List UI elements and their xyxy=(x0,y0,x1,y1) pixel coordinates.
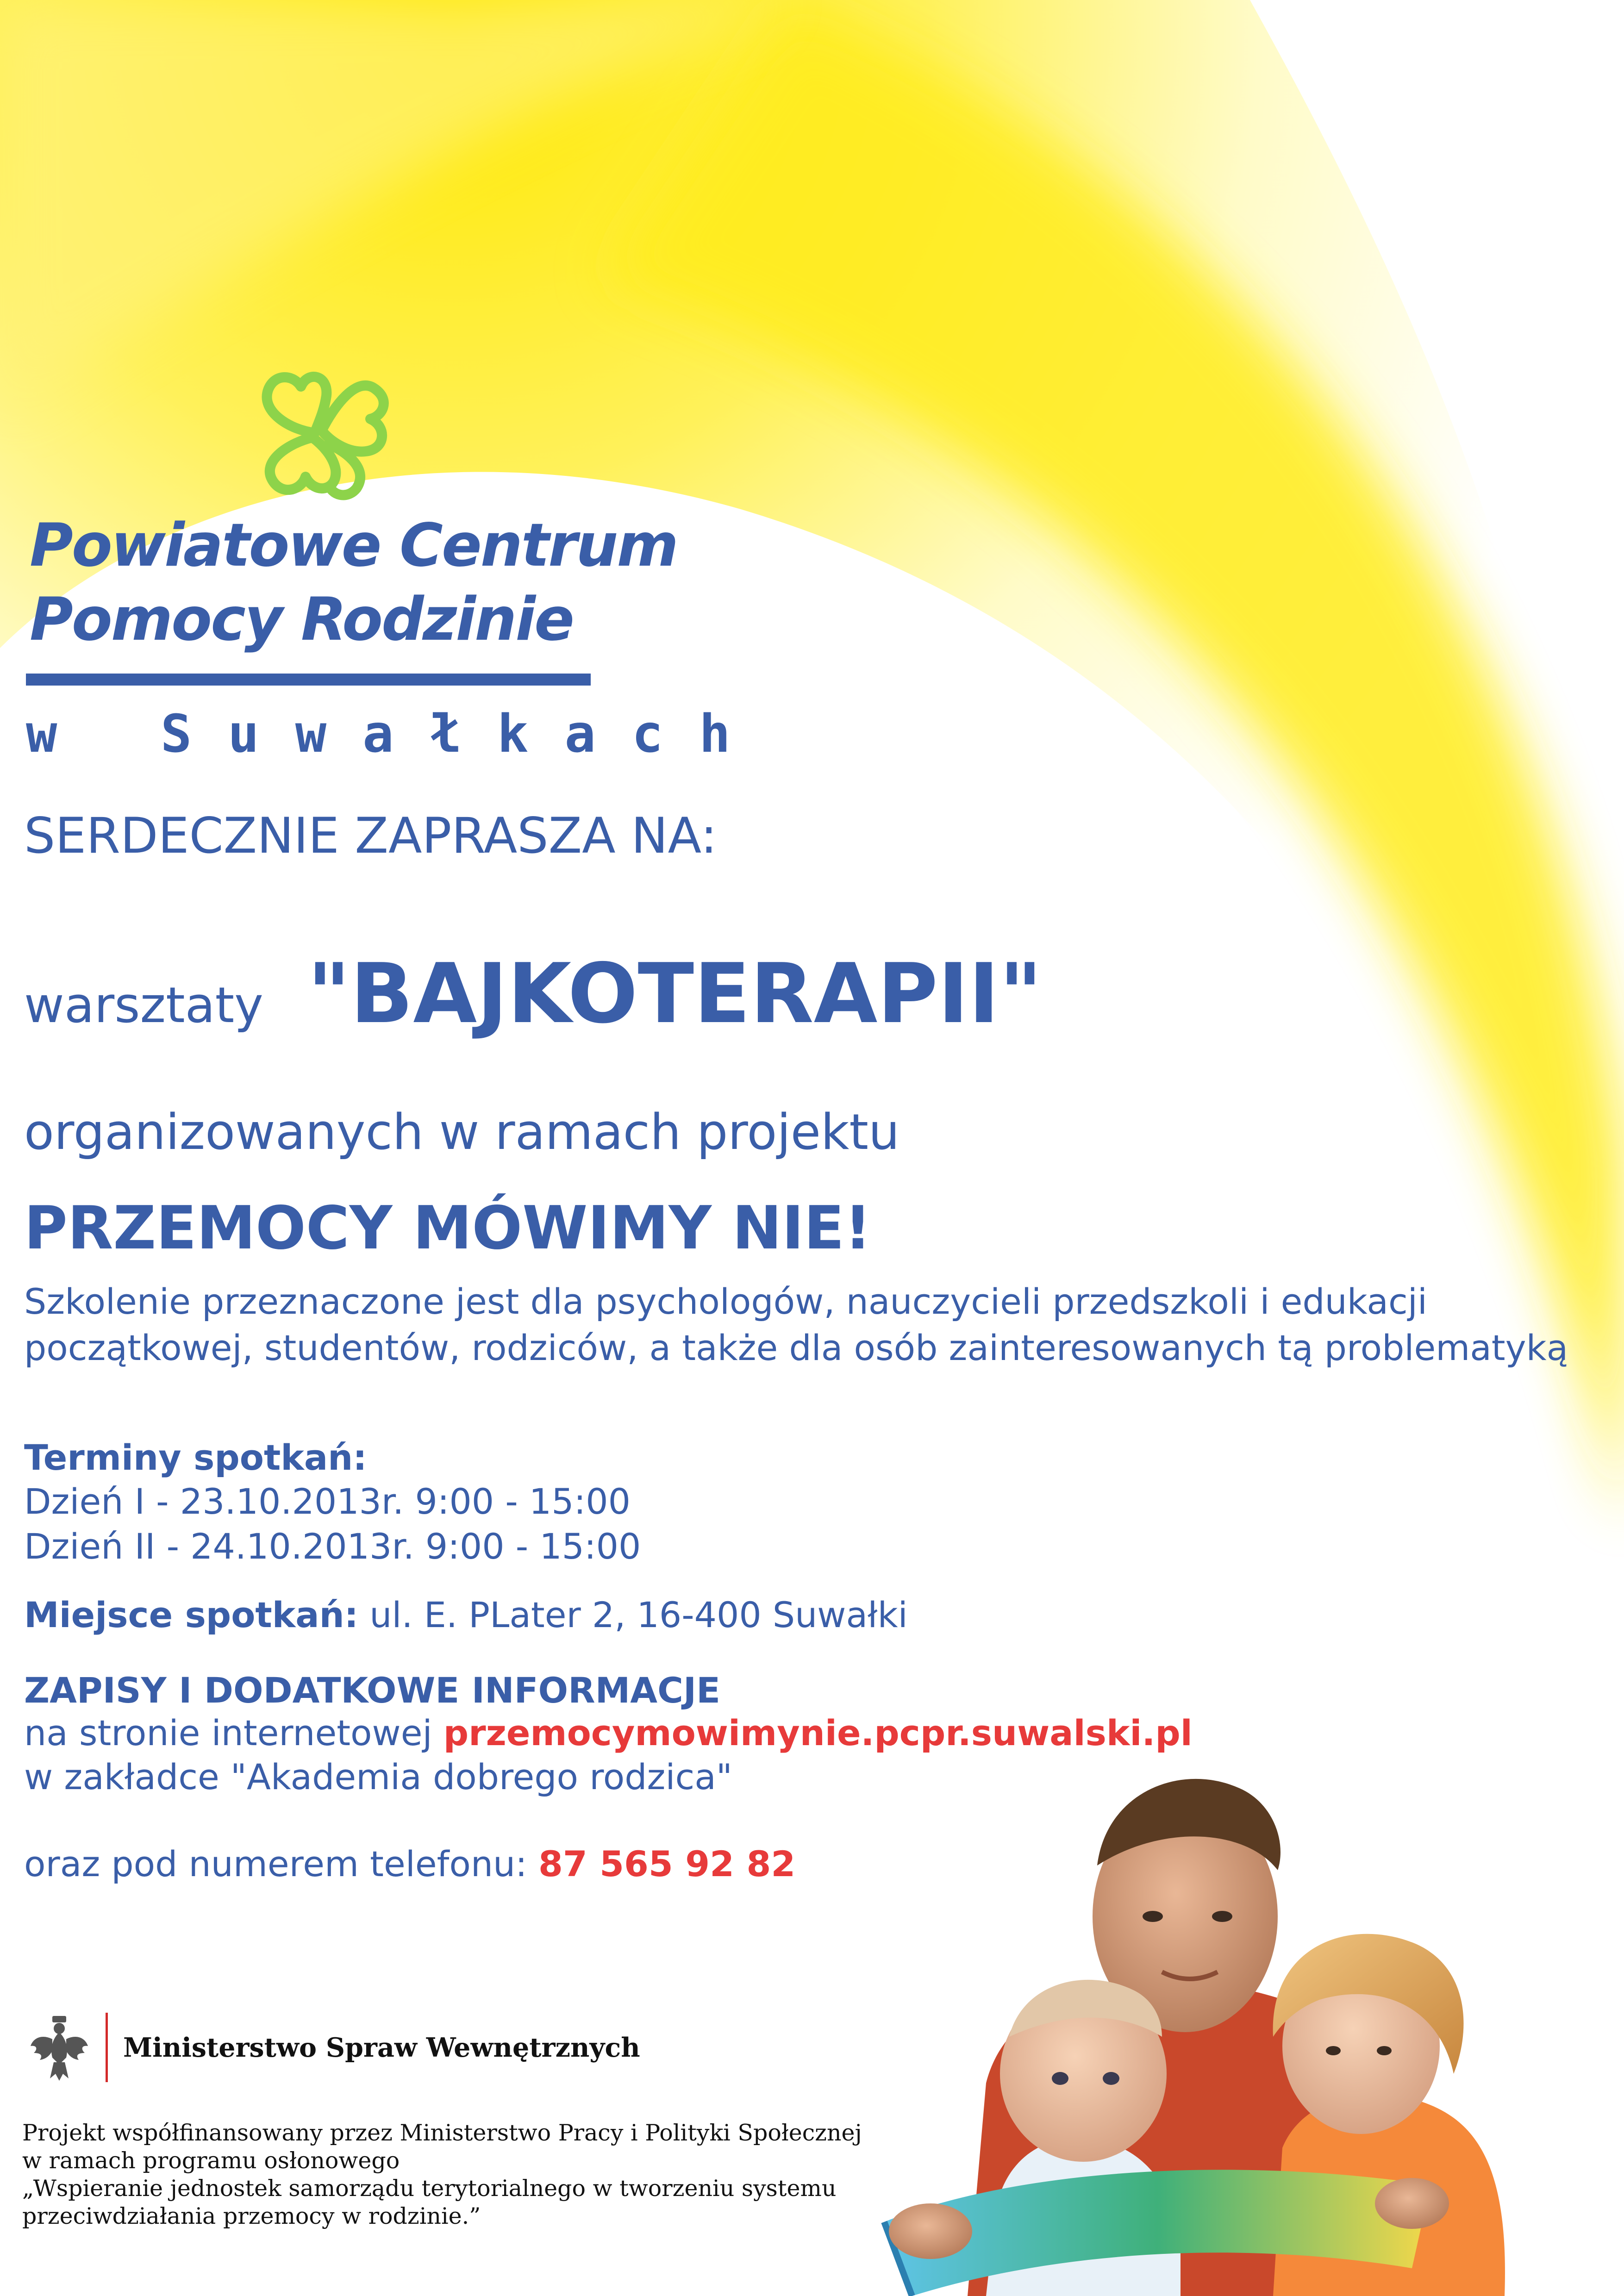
schedule-label: Terminy spotkań: xyxy=(24,1437,367,1478)
registration-web-prefix: na stronie internetowej xyxy=(24,1712,443,1753)
logo-line-1: Powiatowe Centrum xyxy=(30,511,677,580)
polish-eagle-icon xyxy=(27,2014,92,2083)
registration-web-line xyxy=(24,1713,1193,1753)
phone-prefix: oraz pod numerem telefonu: xyxy=(24,1843,538,1884)
logo-line-2: Pomocy Rodzinie xyxy=(30,585,573,654)
ministry-name: Ministerstwo Spraw Wewnętrznych xyxy=(123,2032,640,2063)
footer-line-1: Projekt współfinansowany przez Ministerstwo Pracy i Polityki Społecznej xyxy=(22,2120,862,2146)
workshop-name: "BAJKOTERAPII" xyxy=(307,946,1043,1042)
registration-tab-line: w zakładce "Akademia dobrego rodzica" xyxy=(24,1756,732,1797)
workshop-prefix: warsztaty xyxy=(24,977,263,1034)
invite-heading: SERDECZNIE ZAPRASZA NA: xyxy=(24,807,718,864)
location-address: ul. E. PLater 2, 16-400 Suwałki xyxy=(358,1594,908,1635)
footer-line-3: „Wspieranie jednostek samorządu terytorialnego w tworzeniu systemu xyxy=(22,2175,837,2202)
logo-line-3: w Suwałkach xyxy=(26,704,767,764)
logo-divider xyxy=(26,674,591,686)
clover-icon xyxy=(231,361,407,509)
location-line xyxy=(24,1595,908,1635)
audience-line-2: początkowej, studentów, rodziców, a także dla osób zainteresowanych tą problematyką xyxy=(24,1327,1568,1368)
project-intro: organizowanych w ramach projektu xyxy=(24,1104,900,1160)
website-link[interactable]: przemocymowimynie.pcpr.suwalski.pl xyxy=(443,1712,1193,1753)
schedule-day-1: Dzień I - 23.10.2013r. 9:00 - 15:00 xyxy=(24,1481,631,1522)
project-name: PRZEMOCY MÓWIMY NIE! xyxy=(24,1194,872,1263)
footer-line-2: w ramach programu osłonowego xyxy=(22,2147,400,2174)
footer-line-4: przeciwdziałania przemocy w rodzinie.” xyxy=(22,2203,481,2229)
phone-line xyxy=(24,1844,795,1884)
phone-number[interactable]: 87 565 92 82 xyxy=(538,1843,796,1884)
family-reading-photo xyxy=(829,1750,1624,2296)
ministry-divider xyxy=(106,2013,108,2082)
workshop-line xyxy=(24,947,1042,1042)
location-label: Miejsce spotkań: xyxy=(24,1594,359,1635)
audience-line-1: Szkolenie przeznaczone jest dla psychologów, nauczycieli przedszkoli i edukacji xyxy=(24,1281,1428,1322)
registration-heading: ZAPISY I DODATKOWE INFORMACJE xyxy=(24,1670,721,1711)
schedule-day-2: Dzień II - 24.10.2013r. 9:00 - 15:00 xyxy=(24,1526,641,1567)
